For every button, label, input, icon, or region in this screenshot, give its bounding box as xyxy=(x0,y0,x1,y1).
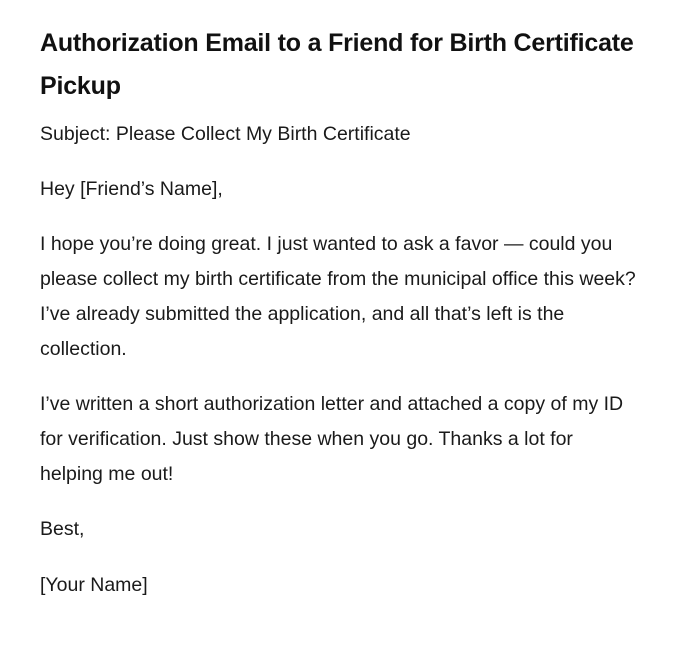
email-signature: [Your Name] xyxy=(40,574,148,596)
email-body-paragraph: I hope you’re doing great. I just wanted to ask a favor — could you please collect my birth certificate from the municipal office this week? I’ve already submitted the application, and all that’s left is the collection. xyxy=(40,233,636,360)
email-closing: Best, xyxy=(40,518,85,540)
document-title: Authorization Email to a Friend for Birth Certificate Pickup xyxy=(40,29,634,100)
email-greeting: Hey [Friend’s Name], xyxy=(40,178,223,200)
email-document xyxy=(40,22,640,603)
email-subject-line: Subject: Please Collect My Birth Certificate xyxy=(40,123,411,145)
email-body-paragraph: I’ve written a short authorization letter and attached a copy of my ID for verification. Just show these when you go. Thanks a lot for helping me out! xyxy=(40,393,624,485)
